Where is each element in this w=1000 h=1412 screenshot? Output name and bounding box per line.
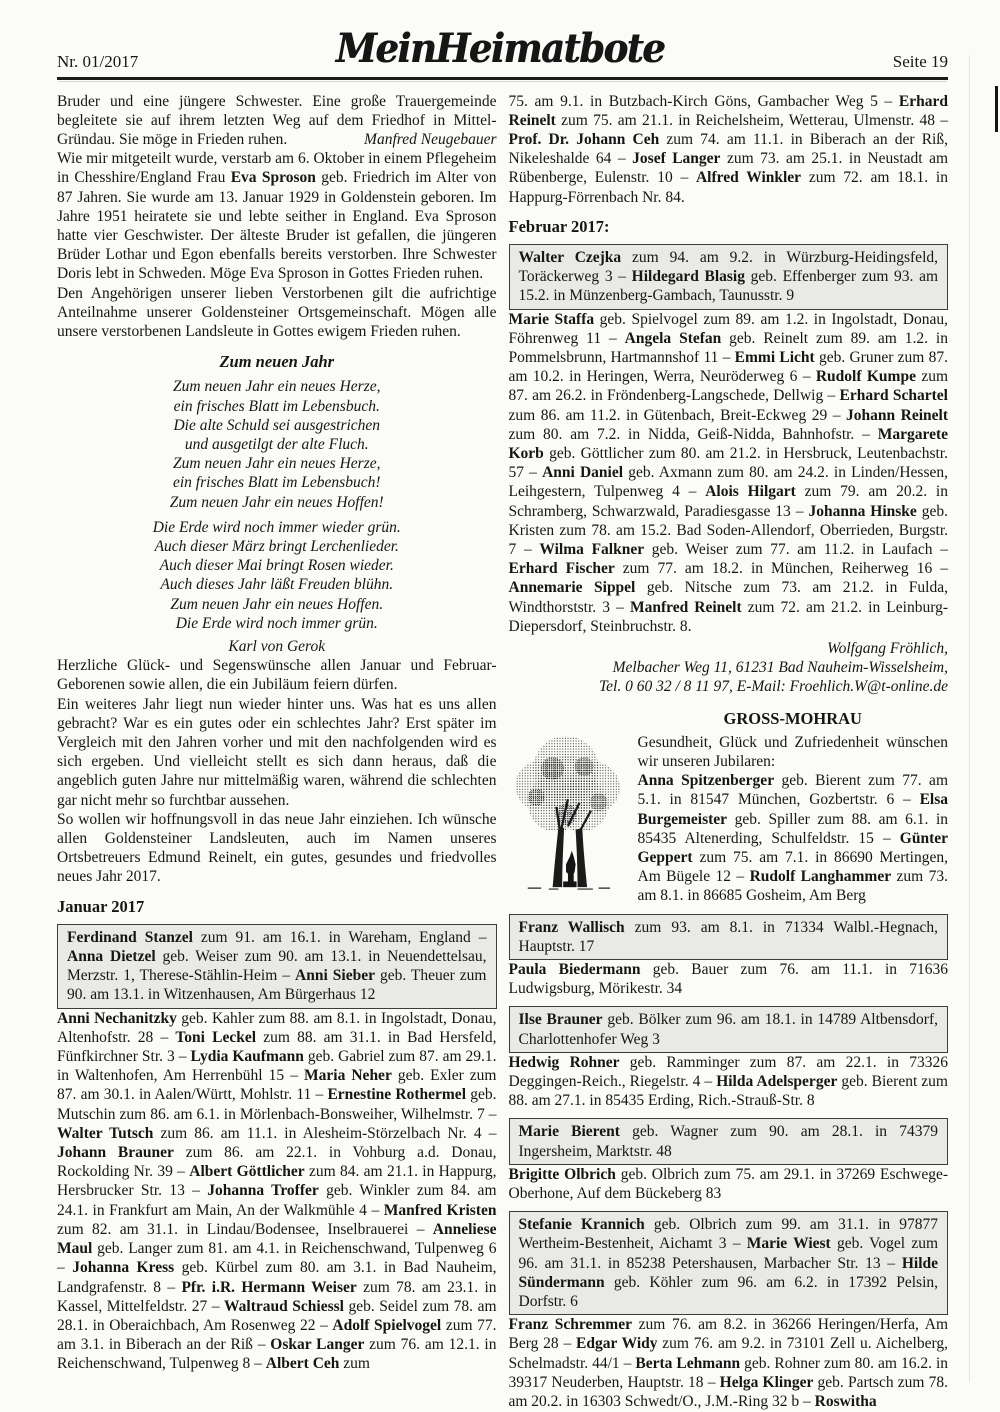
person-name: Elsa Burgemeister xyxy=(637,791,948,828)
person-name: Anneliese Maul xyxy=(57,1220,497,1258)
text-segment: Herzliche Glück- und Segenswünsche allen Januar und Februar-Geborenen sowie allen, die ein Jubiläum feiern dürfen. xyxy=(57,657,497,694)
person-name: Günter Geppert xyxy=(637,829,948,867)
text-segment: zum 78. am 23.1. in Kassel, Mittelfeldstr. 27 – xyxy=(57,1278,497,1315)
person-name: Eva Sproson xyxy=(230,169,316,187)
person-name: Hedwig Rohner xyxy=(508,1053,620,1071)
text-segment: zum 75. am 21.1. in Reichelsheim, Wetterau, Ulmenstr. 48 – xyxy=(555,111,948,129)
paragraph xyxy=(57,695,497,810)
text-segment: So wollen wir hoffnungsvoll in das neue Jahr einziehen. Ich wünsche allen Goldensteiner Landsleuten, auch im Namen unseres Ortsbetreuers Edmund Reinelt, ein gutes, gesundes und friedvolles neues Jahr 2017. xyxy=(57,810,497,886)
text-segment: geb. Olbrich zum 99. am 31.1. in 97877 Wertheim-Bestenheit, Aichamt 3 – xyxy=(518,1216,939,1253)
paragraph xyxy=(509,1315,949,1411)
text-segment: geb. Bölker zum 96. am 18.1. in 14789 Altbensdorf, Charlottenhofer Weg 3 xyxy=(518,1011,938,1048)
text-segment: 75. am 9.1. in Butzbach-Kirch Göns, Gambacher Weg 5 – xyxy=(508,92,899,110)
text-segment: zum 93. am 8.1. in 71334 Walbl.-Hegnach, Hauptstr. 17 xyxy=(518,918,938,955)
person-name: Edgar Widy xyxy=(576,1335,658,1353)
person-name: Albert Göttlicher xyxy=(189,1163,305,1181)
gross-mohrau-section xyxy=(509,707,949,906)
person-name: Prof. Dr. Johann Ceh xyxy=(508,130,660,148)
text-segment: zum 77. am 18.2. in München, Reiherweg 16 – xyxy=(614,560,948,578)
person-name: Anna Dietzel xyxy=(67,948,156,966)
person-name: Lydia Kaufmann xyxy=(190,1048,304,1066)
person-name: Walter Czejka xyxy=(518,248,622,266)
author-name: Manfred Neugebauer xyxy=(364,130,497,148)
text-segment: zum 86. am 11.1. in Alesheim-Störzelbach Nr. 4 – xyxy=(153,1124,497,1142)
signature-line: Wolfgang Fröhlich, xyxy=(827,639,948,657)
jubilarian-box xyxy=(509,244,949,310)
text-segment: zum 76. am 9.2. in 73101 Zell u. Aichelberg, Schelmadstr. 44/1 – xyxy=(508,1335,948,1372)
person-name: Hilde Sündermann xyxy=(518,1254,938,1291)
text-segment: geb. Exler zum 87. am 30.1. in Aalen/Württ, Mohlstr. 11 – xyxy=(57,1067,497,1104)
text-segment: Gesundheit, Glück und Zufriedenheit wünschen wir unseren Jubilaren: xyxy=(637,733,948,770)
text-segment: geb. Kürbel zum 80. am 3.1. in Bad Nauheim, Landgrafenstr. 8 – xyxy=(57,1259,497,1296)
text-segment: zum 77. am 3.1. in Biberach an der Riß – xyxy=(57,1316,497,1354)
text-segment: geb. Axmann zum 80. am 24.2. in Linden/Hessen, Leihgestern, Tulpenweg 4 – xyxy=(508,464,949,501)
text-segment: zum 75. am 7.1. in 86690 Mertingen, Am Bügele 12 – xyxy=(637,849,948,886)
person-name: Johann Brauner xyxy=(57,1144,174,1162)
poem-line: Die alte Schuld sei ausgestrichen xyxy=(173,416,381,434)
issue-number: Nr. 01/2017 xyxy=(57,52,139,71)
person-name: Annemarie Sippel xyxy=(508,579,636,597)
person-name: Toni Leckel xyxy=(175,1028,257,1046)
person-name: Johanna Hinske xyxy=(808,502,917,520)
text-segment: zum 86. am 22.1. in Vohburg a.d. Donau, Rockolding Nr. 39 – xyxy=(57,1144,497,1181)
person-name: Margarete Korb xyxy=(508,425,948,462)
scan-edge-artifact xyxy=(995,86,998,132)
poem-stanza xyxy=(57,377,497,511)
text-segment: geb. Langer zum 81. am 4.1. in Reichenschwand, Tulpenweg 6 – xyxy=(57,1240,497,1277)
text-segment: geb. Reinelt zum 89. am 1.2. in Pommelsbrunn, Hartmannshof 11 – xyxy=(508,329,948,366)
paragraph xyxy=(509,960,949,998)
person-name: Roswitha xyxy=(814,1393,877,1411)
poem-line: Zum neuen Jahr ein neues Herze, xyxy=(173,378,381,396)
person-name: Wilma Falkner xyxy=(539,540,645,558)
person-name: Ferdinand Stanzel xyxy=(67,928,193,946)
person-name: Franz Schremmer xyxy=(508,1316,632,1334)
text-segment: zum 87. am 26.2. in Fröndenberg-Langschede, Dellwig – xyxy=(508,368,948,405)
text-segment: zum 73. am 25.1. in Neustadt am Rübenberge, Eulenstr. 10 – xyxy=(508,150,949,187)
person-name: Franz Wallisch xyxy=(518,918,625,936)
text-segment: zum 94. am 9.2. in Würzburg-Heidingsfeld, Toräckerweg 3 – xyxy=(518,248,938,286)
text-segment: geb. Bauer zum 76. am 11.1. in 71636 Ludwigsburg, Mörikestr. 34 xyxy=(508,961,949,998)
person-name: Anni Sieber xyxy=(295,967,375,985)
person-name: Johann Reinelt xyxy=(846,406,948,424)
poem-line: ein frisches Blatt im Lebensbuch! xyxy=(173,474,381,492)
person-name: Josef Langer xyxy=(632,150,721,168)
text-segment: geb. Gabriel zum 87. am 29.1. in Waltenhofen, Am Herrenbühl 15 – xyxy=(57,1048,497,1085)
paragraph xyxy=(57,810,497,887)
jubilarian-box xyxy=(57,924,497,1009)
text-segment: geb. Bierent zum 77. am 5.1. in 81547 München, Gozbertstr. 6 – xyxy=(637,772,948,809)
paragraph xyxy=(57,656,497,694)
person-name: Manfred Reinelt xyxy=(629,598,742,616)
text-segment: geb. Winkler zum 84. am 24.1. in Frankfurt am Main, An der Walkmühle 4 – xyxy=(57,1182,497,1219)
text-segment: geb. Kahler zum 88. am 8.1. in Ingolstadt, Donau, Altenhofstr. 28 – xyxy=(57,1009,497,1046)
text-segment: geb. Partsch zum 78. am 20.2. in 16303 Schwedt/O., J.M.-Ring 32 b – xyxy=(508,1373,948,1411)
paragraph xyxy=(57,1009,497,1374)
person-name: Ernestine Rothermel xyxy=(327,1086,466,1104)
person-name: Albert Ceh xyxy=(265,1355,340,1373)
person-name: Emmi Licht xyxy=(734,348,815,366)
text-segment: Ein weiteres Jahr liegt nun wieder hinter uns. Was hat es uns allen gebracht? War es ein gutes oder ein schlechtes Jahr? Erst später im Vergleich mit den Jahren vorher und mit den nachfolgenden wird es sich ergeben. Und vielleicht stellt es sich dann heraus, daß die angeblich guten Jahre nur mittelmäßig waren, während die schlechten gar nicht mehr so furchtbar aussehen. xyxy=(57,695,497,809)
text-segment: zum 84. am 21.1. in Happurg, Hersbrucker Str. 13 – xyxy=(57,1163,497,1200)
text-segment: zum 72. am 18.1. in Happurg-Förrenbach Nr. 84. xyxy=(508,169,948,206)
person-name: Anna Spitzenberger xyxy=(637,772,775,790)
person-name: Marie Staffa xyxy=(508,310,595,328)
person-name: Marie Bierent xyxy=(518,1123,620,1141)
text-segment: zum 73. am 8.1. in 86685 Gosheim, Am Berg xyxy=(637,868,948,905)
text-segment: geb. Köhler zum 96. am 6.2. in 17392 Pelsin, Dorfstr. 6 xyxy=(518,1273,938,1311)
person-name: Helga Klinger xyxy=(719,1373,814,1391)
text-segment: zum 72. am 21.2. in Leinburg-Diepersdorf, Steinbruchstr. 8. xyxy=(508,598,948,635)
text-segment: geb. Olbrich zum 75. am 29.1. in 37269 Eschwege-Oberhone, Auf dem Bückeberg 83 xyxy=(508,1165,949,1203)
text-segment: Bruder und eine jüngere Schwester. Eine große Trauergemeinde begleitete sie auf ihrem letzten Weg auf dem Friedhof in Mittel-Gründau. Sie möge in Frieden ruhen. xyxy=(57,92,497,148)
poem-line: ein frisches Blatt im Lebensbuch. xyxy=(173,397,380,415)
month-heading: Februar 2017: xyxy=(508,216,610,236)
scan-fold-line xyxy=(969,55,970,1382)
text-segment: geb. Kristen zum 78. am 15.2. Bad Soden-Allendorf, Oberrieden, Burgstr. 7 – xyxy=(508,502,948,558)
text-segment: geb. Mutschin zum 86. am 6.1. in Mörlenbach-Bonsweiher, Wilhelmstr. 7 – xyxy=(57,1086,497,1123)
poem-line: Zum neuen Jahr ein neues Hoffen. xyxy=(170,595,384,613)
text-segment: zum 76. am 8.2. in 36266 Heringen/Herfa, Am Berg 28 – xyxy=(508,1316,949,1353)
jubilarian-box xyxy=(509,1118,949,1164)
text-segment: geb. Spielvogel zum 89. am 1.2. in Ingolstadt, Donau, Föhrenweg 11 – xyxy=(508,310,948,347)
person-name: Hilda Adelsperger xyxy=(716,1073,838,1091)
poem-line: Zum neuen Jahr ein neues Hoffen! xyxy=(169,493,384,511)
text-segment: geb. Ramminger zum 87. am 22.1. in 73326 Deggingen-Reich., Riegelstr. 4 – xyxy=(508,1053,948,1091)
person-name: Berta Lehmann xyxy=(635,1354,741,1372)
text-segment: zum xyxy=(339,1355,370,1373)
person-name: Walter Tutsch xyxy=(57,1124,154,1142)
paragraph xyxy=(509,92,949,207)
person-name: Anni Nechanitzky xyxy=(57,1009,177,1027)
text-segment: geb. Weiser zum 77. am 11.2. in Laufach – xyxy=(644,540,948,558)
person-name: Anni Daniel xyxy=(542,464,624,482)
poem-line: und ausgetilgt der alte Fluch. xyxy=(184,435,369,453)
page-body xyxy=(0,80,1000,1412)
text-segment: Wie mir mitgeteilt wurde, verstarb am 6. Oktober in einem Pflegeheim in Chesshire/England Frau xyxy=(57,150,497,187)
person-name: Waltraud Schiessl xyxy=(224,1297,344,1315)
signature-line: Tel. 0 60 32 / 8 11 97, E-Mail: Froehlich.W@t-online.de xyxy=(598,678,948,696)
paragraph xyxy=(57,149,497,283)
person-name: Paula Biedermann xyxy=(508,961,641,979)
person-name: Erhard Fischer xyxy=(508,560,615,578)
text-segment: geb. Seidel zum 78. am 28.1. in Oberaichbach, Am Rosenweg 22 – xyxy=(57,1297,497,1334)
text-segment: geb. Vogel zum 96. am 31.1. in 85238 Petershausen, Marbacher Str. 13 – xyxy=(518,1235,938,1272)
text-segment: zum 80. am 7.2. in Nidda, Geiß-Nidda, Bahnhofstr. – xyxy=(508,425,878,443)
text-segment: geb. Effenberger zum 93. am 15.2. in Münzenberg-Gambach, Taunusstr. 9 xyxy=(518,268,939,305)
poem-title: Zum neuen Jahr xyxy=(219,352,335,372)
text-segment: geb. Göttlicher zum 80. am 21.2. in Hersbruck, Leutenbachstr. 57 – xyxy=(508,444,948,482)
paragraph xyxy=(57,284,497,342)
section-heading: GROSS-MOHRAU xyxy=(723,708,862,728)
text-segment: zum 79. am 20.2. in Schramberg, Schwarzwald, Paradiesgasse 13 – xyxy=(508,483,948,520)
month-heading: Januar 2017 xyxy=(57,896,145,916)
person-name: Manfred Kristen xyxy=(383,1201,497,1219)
person-name: Alfred Winkler xyxy=(695,169,802,187)
jubilarian-box xyxy=(509,1006,949,1052)
person-name: Rudolf Kumpe xyxy=(815,368,916,386)
paragraph xyxy=(509,310,949,636)
person-name: Alois Hilgart xyxy=(705,483,796,501)
right-column xyxy=(509,92,949,1412)
text-segment: geb. Spiller zum 88. am 6.1. in 85435 Altenerding, Schulfeldstr. 15 – xyxy=(637,810,948,847)
person-name: Ilse Brauner xyxy=(518,1011,603,1029)
text-segment: zum 86. am 11.2. in Gütenbach, Breit-Eckweg 29 – xyxy=(508,406,846,424)
person-name: Pfr. i.R. Hermann Weiser xyxy=(181,1278,357,1296)
text-segment: geb. Friedrich im Alter von 87 Jahren. Sie wurde am 13. Januar 1929 in Goldenstein geboren. Im Jahre 1951 heiratete sie und lebte seither in England. Eva Sproson hatte vier Geschwister. Der älteste Bruder ist gefallen, die jüngeren Brüder Lothar und Egon ebenfalls bereits verstorben. Ihre Schwester Doris lebt in Schweden. Möge Eva Sproson in Gottes Frieden ruhen. xyxy=(57,169,497,283)
person-name: Brigitte Olbrich xyxy=(508,1165,616,1183)
person-name: Hildegard Blasig xyxy=(631,268,745,286)
person-name: Erhard Reinelt xyxy=(508,92,948,129)
jubilarian-box xyxy=(509,914,949,960)
person-name: Johanna Kress xyxy=(72,1259,175,1277)
poem-line: Die Erde wird noch immer wieder grün. xyxy=(152,518,401,536)
page-header xyxy=(0,0,1000,72)
poem-line: Die Erde wird noch immer grün. xyxy=(175,614,378,632)
text-segment: geb. Gruner zum 87. am 10.2. in Heringen, Werra, Neuröderweg 6 – xyxy=(508,348,948,386)
text-segment: geb. Rohner zum 80. am 16.2. in 39317 Neuderben, Hauptstr. 18 – xyxy=(508,1354,948,1391)
text-segment: geb. Nitsche zum 73. am 21.2. in Fulda, Windthorststr. 3 – xyxy=(508,579,948,616)
poem-author: Karl von Gerok xyxy=(228,638,326,655)
paragraph xyxy=(509,1053,949,1111)
poem-stanza xyxy=(57,518,497,633)
signature-line: Melbacher Weg 11, 61231 Bad Nauheim-Wisselsheim, xyxy=(612,659,948,677)
poem-line: Auch dieser März bringt Lerchenlieder. xyxy=(154,537,399,555)
person-name: Marie Wiest xyxy=(746,1235,831,1253)
tree-image xyxy=(509,713,625,891)
poem-line: Auch dieser Mai bringt Rosen wieder. xyxy=(159,557,394,575)
person-name: Oskar Langer xyxy=(270,1336,365,1354)
left-column xyxy=(57,92,497,1412)
page-number: Seite 19 xyxy=(892,52,948,71)
poem-line: Auch dieses Jahr läßt Freuden blühn. xyxy=(160,576,394,594)
text-segment: geb. Weiser zum 90. am 13.1. in Neuendettelsau, Merzstr. 1, Therese-Stählin-Heim – xyxy=(67,948,487,985)
text-segment: zum 88. am 31.1. in Bad Hersfeld, Fünfkirchner Str. 3 – xyxy=(57,1028,497,1066)
paragraph-with-signature xyxy=(57,92,497,150)
person-name: Adolf Spielvogel xyxy=(332,1316,442,1334)
person-name: Maria Neher xyxy=(304,1067,392,1085)
person-name: Rudolf Langhammer xyxy=(749,868,892,886)
text-segment: zum 76. am 12.1. in Reichenschwand, Tulpenweg 8 – xyxy=(57,1336,497,1373)
paragraph xyxy=(509,1165,949,1203)
poem-line: Zum neuen Jahr ein neues Herze, xyxy=(173,455,381,473)
text-segment: Den Angehörigen unserer lieben Verstorbenen gilt die aufrichtige Anteilnahme unserer Goldensteiner Ortsgemeinschaft. Mögen alle unsere verstorbenen Landsleute in Gottes ewigem Frieden ruhen. xyxy=(57,284,497,340)
person-name: Stefanie Krannich xyxy=(518,1216,645,1234)
text-segment: zum 91. am 16.1. in Wareham, England – xyxy=(192,928,487,946)
text-segment: zum 74. am 11.1. in Biberach an der Riß, Nikeleshalde 64 – xyxy=(508,130,948,168)
tree-illustration xyxy=(509,713,625,891)
text-segment: geb. Theuer zum 90. am 13.1. in Witzenhausen, Am Bürgerhaus 12 xyxy=(67,967,487,1004)
text-segment: geb. Wagner zum 90. am 28.1. in 74379 Ingersheim, Marktstr. 48 xyxy=(518,1123,938,1160)
jubilarian-box xyxy=(509,1211,949,1315)
text-segment: zum 82. am 31.1. in Lindau/Bodensee, Inselbrauerei – xyxy=(57,1220,433,1238)
person-name: Johanna Troffer xyxy=(207,1182,319,1200)
newspaper-masthead: MeinHeimatbote xyxy=(335,24,665,72)
person-name: Angela Stefan xyxy=(624,329,722,347)
text-segment: geb. Bierent zum 88. am 27.1. in 85435 Erding, Rich.-Strauß-Str. 8 xyxy=(508,1073,948,1110)
person-name: Erhard Schartel xyxy=(839,387,948,405)
correspondent-signature xyxy=(509,639,949,697)
